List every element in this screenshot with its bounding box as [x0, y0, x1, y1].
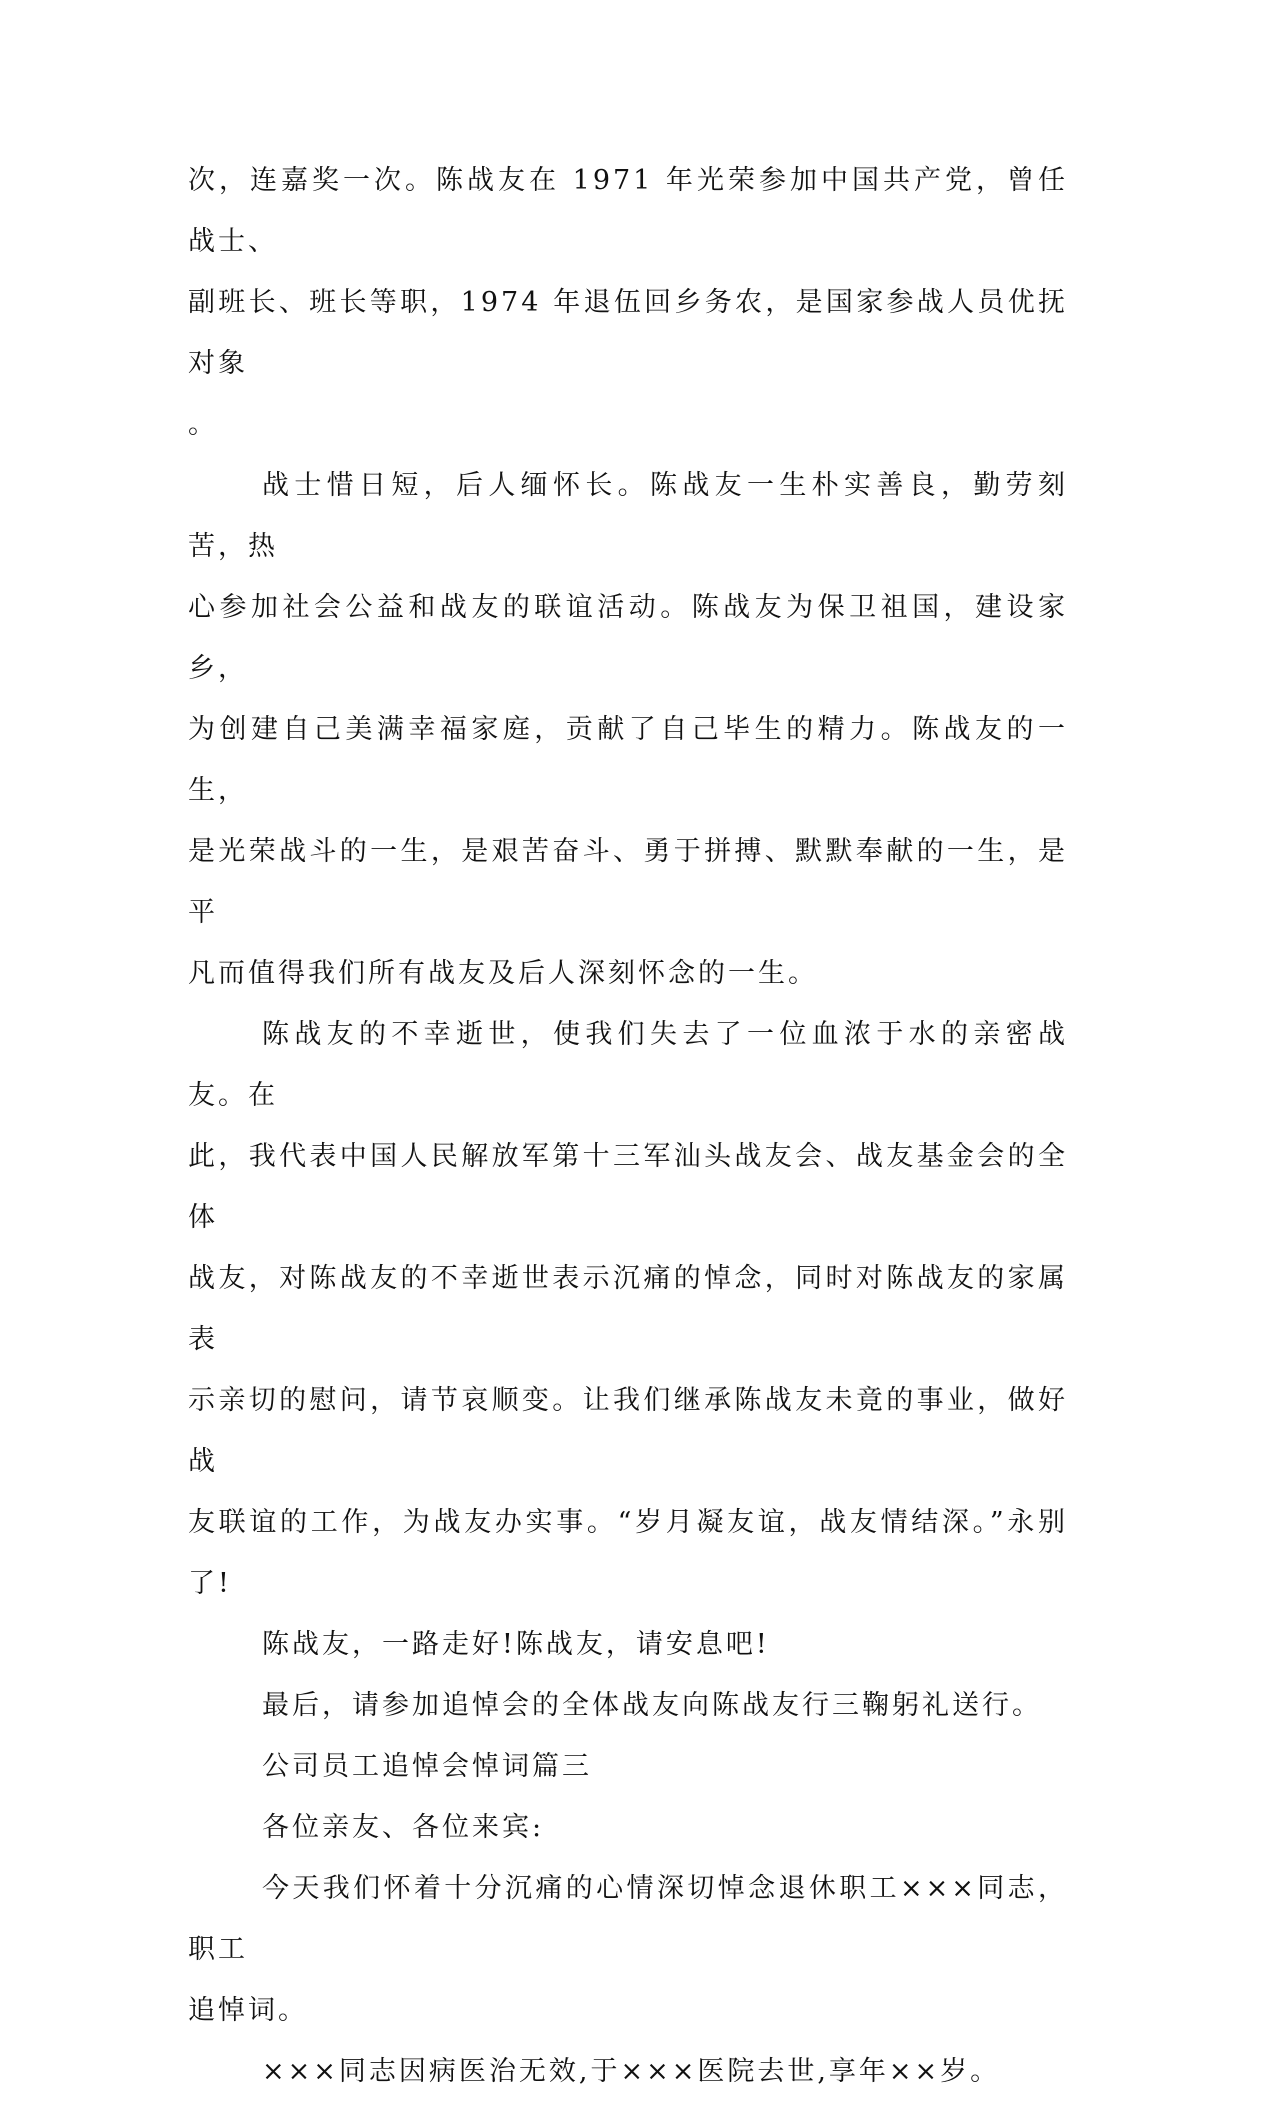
- paragraph-4: 陈战友，一路走好!陈战友，请安息吧!: [262, 1629, 770, 1660]
- document-body: [188, 150, 1068, 2102]
- paragraph-9: ×××同志因病医治无效,于×××医院去世,享年××岁。: [262, 2056, 1001, 2087]
- paragraph-1: 次，连嘉奖一次。陈战友在 1971 年光荣参加中国共产党，曾任战士、 副班长、班长等职，1974 年退伍回乡务农，是国家参战人员优抚对象 。: [188, 165, 1068, 440]
- paragraph-8: 今天我们怀着十分沉痛的心情深切悼念退休职工×××同志，职工 追悼词。: [188, 1873, 1068, 2026]
- paragraph-2: 战士惜日短，后人缅怀长。陈战友一生朴实善良，勤劳刻苦，热 心参加社会公益和战友的联谊活动。陈战友为保卫祖国，建设家乡， 为创建自己美满幸福家庭，贡献了自己毕生的精力。陈战友的一生， 是光荣战斗的一生，是艰苦奋斗、勇于拼搏、默默奉献的一生，是平 凡而值得我们所有战友及后人深刻怀念的一生。: [188, 470, 1068, 989]
- paragraph-3: 陈战友的不幸逝世，使我们失去了一位血浓于水的亲密战友。在 此，我代表中国人民解放军第十三军汕头战友会、战友基金会的全体 战友，对陈战友的不幸逝世表示沉痛的悼念，同时对陈战友的家属表 示亲切的慰问，请节哀顺变。让我们继承陈战友未竟的事业，做好战 友联谊的工作，为战友办实事。“岁月凝友谊，战友情结深。”永别了!: [188, 1019, 1068, 1599]
- paragraph-5: 最后，请参加追悼会的全体战友向陈战友行三鞠躬礼送行。: [262, 1690, 1042, 1721]
- salutation: 各位亲友、各位来宾:: [262, 1812, 545, 1843]
- section-heading: 公司员工追悼会悼词篇三: [262, 1751, 592, 1782]
